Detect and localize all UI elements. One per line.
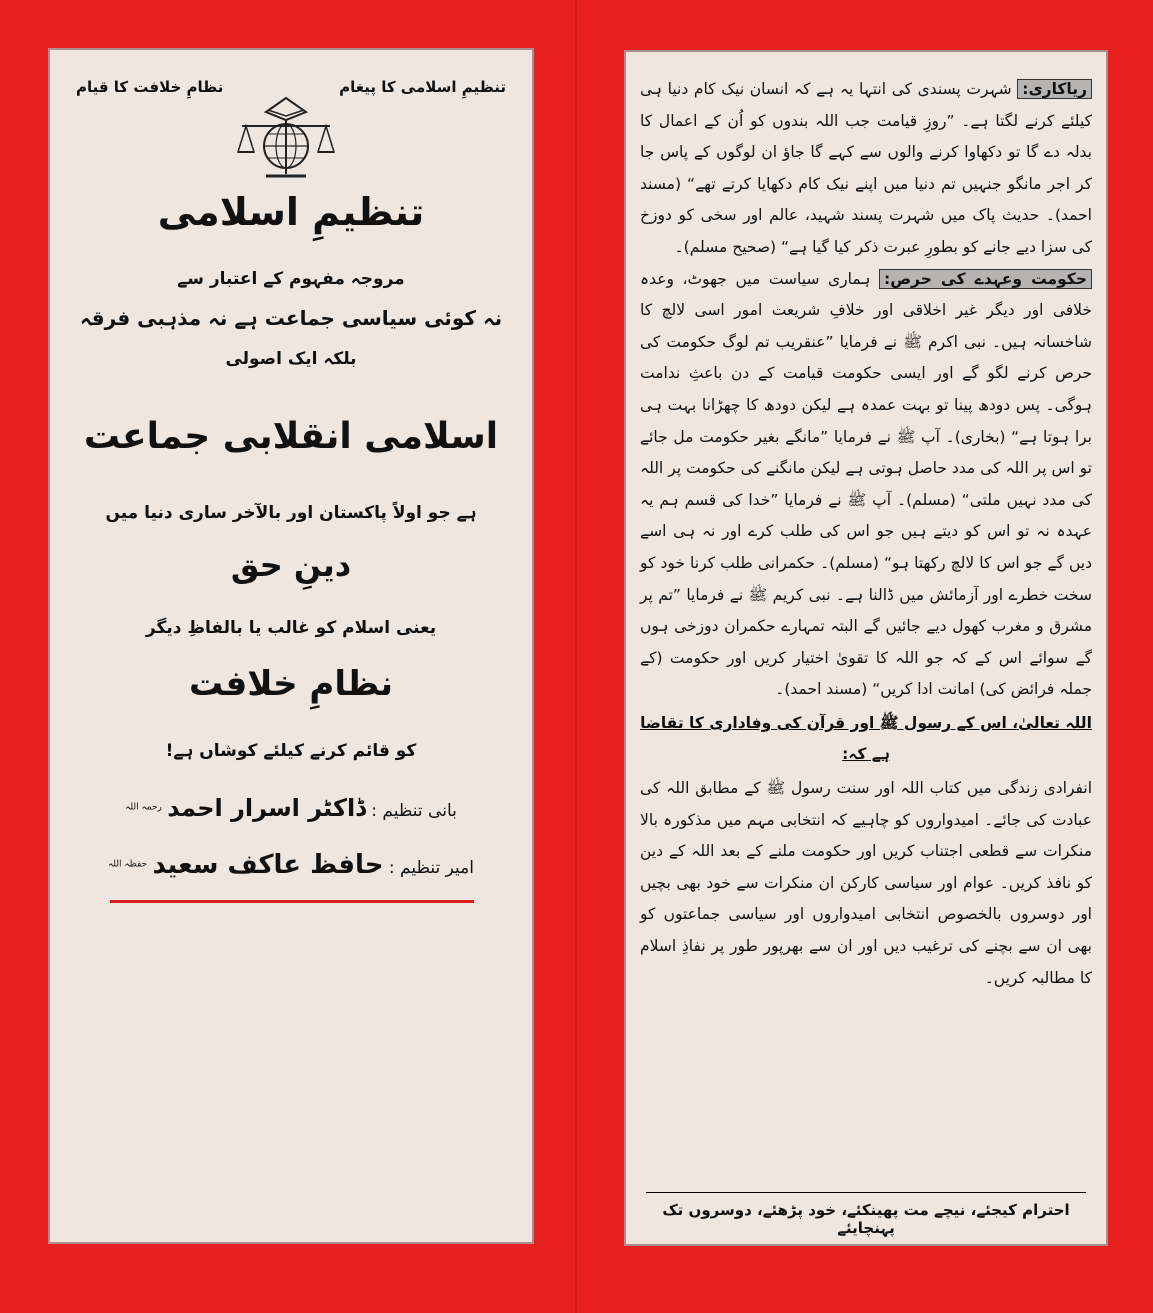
amir-label: امیر تنظیم : [388, 858, 475, 878]
line-not-party: نہ کوئی سیاسی جماعت ہے نہ مذہبی فرقہ [79, 306, 503, 330]
tag-riyakari: ریاکاری: [1017, 79, 1092, 99]
loyalty-subheading: اللہ تعالیٰ، اس کے رسول ﷺ اور قرآن کی وفاداری کا تقاضا ہے کہ: [640, 713, 1092, 764]
main-title: تنظیمِ اسلامی [157, 190, 425, 234]
footer-respect-note: احترام کیجئے، نیچے مت پھینکئے، خود پڑھئے، دوسروں تک پہنچایئے [646, 1192, 1086, 1237]
tag-hukumat: حکومت وعہدے کی حرص: [879, 269, 1092, 289]
line-conventional: مروجہ مفہوم کے اعتبار سے [177, 269, 405, 289]
line-striving: کو قائم کرنے کیلئے کوشاں ہے! [165, 741, 417, 761]
paragraph-riyakari: شہرت پسندی کی انتہا یہ ہے کہ انسان نیک کام دنیا ہی کیلئے کرنے لگتا ہے۔ ”روزِ قیامت جب اللہ بندوں کو اُن کے اعمال کا بدلہ دے گا تو دکھاوا کرنے والوں سے کہے گا جاؤ ان لوگوں کے پاس جا کر اجر مانگو جنہیں تم دنیا میں اپنے نیک کام دکھایا کرتے تھے“ (مسند احمد)۔ حدیث پاک میں شہرت پسند شہید، عالم اور سخی کو دوزخ کی سزا دیے جانے کو بطورِ عبرت ذکر کیا گیا ہے“ (صحیح مسلم)۔ [640, 80, 1092, 256]
heading-nizam-khilafat: نظامِ خلافت [189, 664, 393, 704]
header-khilafat: نظامِ خلافت کا قیام [76, 78, 224, 96]
amir-honorific: حفظہ اللہ [107, 859, 148, 870]
heading-revolutionary-party: اسلامی انقلابی جماعت [83, 416, 499, 457]
header-message: تنظیمِ اسلامی کا پیغام [339, 78, 506, 96]
amir-line [50, 850, 532, 880]
amir-name: حافظ عاکف سعید [152, 850, 384, 880]
fold-line [575, 0, 577, 1313]
red-underline-rule [110, 900, 474, 903]
scales-globe-quran-logo-icon [236, 90, 336, 180]
article-body [640, 74, 1092, 994]
line-pakistan-world: ہے جو اولاً پاکستان اور بالآخر ساری دنیا میں [105, 503, 477, 523]
left-panel [48, 48, 534, 1244]
founder-label: بانی تنظیم : [371, 801, 457, 821]
line-but-principled: بلکہ ایک اصولی [225, 349, 357, 369]
founder-honorific: رحمہ اللہ [125, 802, 162, 813]
founder-line [50, 794, 532, 822]
right-panel [624, 50, 1108, 1246]
paragraph-hukumat: ہماری سیاست میں جھوٹ، وعدہ خلافی اور دیگر غیر اخلاقی اور خلافِ شریعت امور اسی لالچ کا شاخسانہ ہیں۔ نبی اکرم ﷺ نے فرمایا ”عنقریب تم لوگ حکومت کی حرص کرنے لگو گے اور ایسی حکومت قیامت کے دن باعثِ ندامت ہوگی۔ پس دودھ پینا تو بہت عمدہ ہے لیکن دودھ کا چھڑانا بہت ہی برا ہوتا ہے“ (بخاری)۔ آپ ﷺ نے فرمایا ”مانگے بغیر حکومت مل جائے تو اس پر اللہ کی مدد حاصل ہوتی ہے لیکن مانگنے کی حکومت پر اللہ کی مدد نہیں ملتی“ (مسلم)۔ آپ ﷺ نے فرمایا ”خدا کی قسم ہم یہ عہدہ نہ تو اس کو دیتے ہیں جو اس کی طلب کرے اور نہ ہی اسے دیں گے جو اس کا لالچ رکھتا ہو“ (مسلم)۔ حکمرانی طلب کرنا خود کو سخت خطرے اور آزمائش میں ڈالنا ہے۔ نبی کریم ﷺ نے فرمایا ”تم پر مشرق و مغرب کھول دیے جائیں گے البتہ تمہارے حکمران دوزخی ہوں گے سوائے اس کے کہ جو اللہ کا تقویٰ اختیار کریں اور حکومت (کے جملہ فرائض کی) امانت ادا کریں“ (مسند احمد)۔ [640, 269, 1092, 699]
line-islam-dominant: یعنی اسلام کو غالب یا بالفاظِ دیگر [145, 618, 437, 638]
paragraph-final: انفرادی زندگی میں کتاب اللہ اور سنت رسول ﷺ کے مطابق اللہ کی عبادت کی جائے۔ امیدواروں کو چاہیے کہ انتخابی مہم میں مذکورہ بالا منکرات سے قطعی اجتناب کریں اور حکومت ملنے کے بعد اللہ کے دین کو نافذ کریں۔ عوام اور سیاسی کارکن ان منکرات سے خود بھی بچیں اور دوسروں بالخصوص انتخابی امیدواروں اور سیاسی جماعتوں کو بھی ان سے بچنے کی ترغیب دیں اور ان سے بھرپور طور پر نفاذِ اسلام کا مطالبہ کریں۔ [640, 779, 1092, 987]
heading-deen-haq: دینِ حق [230, 546, 352, 584]
founder-name: ڈاکٹر اسرار احمد [167, 794, 366, 822]
